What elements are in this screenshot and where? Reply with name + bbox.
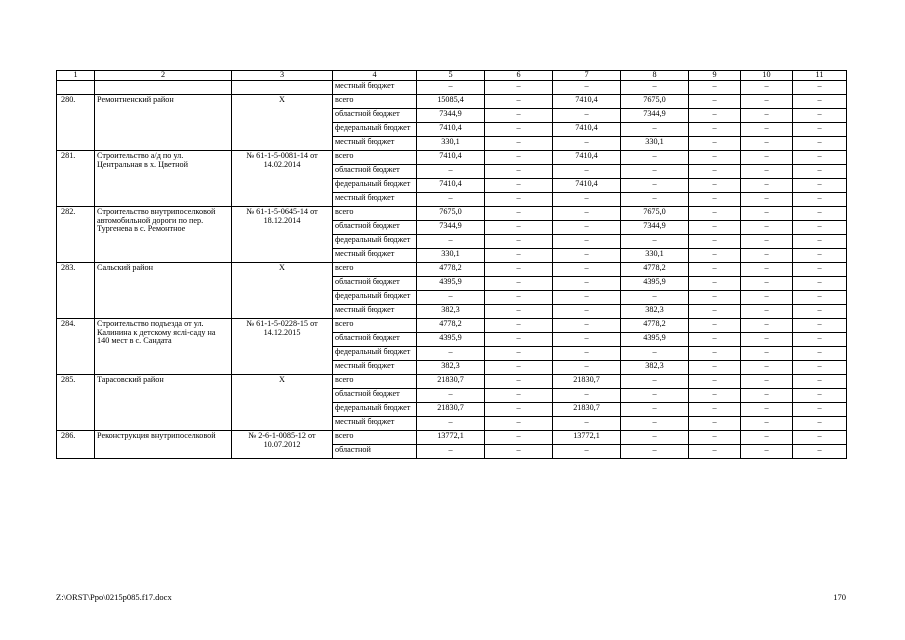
value-cell: –: [689, 249, 741, 263]
value-cell: –: [485, 165, 553, 179]
value-cell: –: [741, 431, 793, 445]
value-cell: –: [741, 81, 793, 95]
value-cell: 13772,1: [553, 431, 621, 445]
value-cell: –: [485, 95, 553, 109]
value-cell: –: [793, 81, 847, 95]
value-cell: –: [621, 165, 689, 179]
value-cell: –: [485, 291, 553, 305]
value-cell: –: [417, 81, 485, 95]
funding-source: областной бюджет: [333, 389, 417, 403]
value-cell: –: [689, 277, 741, 291]
value-cell: –: [793, 445, 847, 459]
column-number: 11: [793, 71, 847, 81]
value-cell: –: [621, 81, 689, 95]
value-cell: –: [689, 221, 741, 235]
value-cell: –: [689, 417, 741, 431]
value-cell: 382,3: [417, 305, 485, 319]
value-cell: –: [485, 305, 553, 319]
value-cell: 330,1: [417, 249, 485, 263]
value-cell: –: [741, 319, 793, 333]
value-cell: –: [793, 151, 847, 165]
value-cell: –: [553, 137, 621, 151]
value-cell: –: [553, 319, 621, 333]
value-cell: –: [621, 431, 689, 445]
funding-source: местный бюджет: [333, 81, 417, 95]
value-cell: –: [689, 375, 741, 389]
value-cell: –: [793, 431, 847, 445]
value-cell: 7344,9: [621, 221, 689, 235]
value-cell: –: [793, 165, 847, 179]
value-cell: –: [485, 403, 553, 417]
value-cell: 7410,4: [553, 151, 621, 165]
value-cell: –: [793, 137, 847, 151]
value-cell: –: [793, 361, 847, 375]
value-cell: 7410,4: [553, 95, 621, 109]
value-cell: –: [553, 389, 621, 403]
value-cell: –: [793, 263, 847, 277]
value-cell: 4778,2: [621, 319, 689, 333]
value-cell: –: [793, 319, 847, 333]
item-document: № 61-1-5-0228-15 от 14.12.2015: [232, 319, 333, 375]
value-cell: –: [553, 445, 621, 459]
item-document: № 61-1-5-0081-14 от 14.02.2014: [232, 151, 333, 207]
funding-source: местный бюджет: [333, 137, 417, 151]
value-cell: –: [793, 347, 847, 361]
item-document: [232, 81, 333, 95]
value-cell: –: [741, 277, 793, 291]
item-document: Х: [232, 375, 333, 431]
value-cell: –: [689, 347, 741, 361]
item-name: Реконструкция внутрипоселковой: [95, 431, 232, 459]
item-name: Ремонтненский район: [95, 95, 232, 151]
value-cell: –: [553, 207, 621, 221]
value-cell: –: [485, 235, 553, 249]
value-cell: –: [621, 291, 689, 305]
value-cell: –: [741, 347, 793, 361]
value-cell: 7344,9: [417, 221, 485, 235]
value-cell: –: [417, 193, 485, 207]
value-cell: –: [793, 389, 847, 403]
table-row: [57, 95, 847, 109]
value-cell: –: [793, 333, 847, 347]
value-cell: –: [793, 123, 847, 137]
value-cell: 4395,9: [417, 277, 485, 291]
value-cell: 330,1: [621, 249, 689, 263]
value-cell: 7410,4: [417, 123, 485, 137]
value-cell: –: [741, 137, 793, 151]
value-cell: –: [553, 165, 621, 179]
funding-source: федеральный бюджет: [333, 403, 417, 417]
table-row: [57, 263, 847, 277]
value-cell: 382,3: [621, 361, 689, 375]
value-cell: –: [741, 165, 793, 179]
value-cell: –: [553, 81, 621, 95]
funding-source: местный бюджет: [333, 361, 417, 375]
value-cell: –: [689, 361, 741, 375]
value-cell: –: [485, 263, 553, 277]
table-row: [57, 207, 847, 221]
value-cell: –: [485, 109, 553, 123]
value-cell: –: [741, 375, 793, 389]
value-cell: –: [689, 445, 741, 459]
item-number: 280.: [57, 95, 95, 151]
value-cell: –: [553, 291, 621, 305]
value-cell: –: [621, 193, 689, 207]
value-cell: –: [689, 123, 741, 137]
value-cell: –: [485, 389, 553, 403]
value-cell: –: [417, 291, 485, 305]
value-cell: –: [793, 95, 847, 109]
funding-source: местный бюджет: [333, 193, 417, 207]
funding-source: областной бюджет: [333, 165, 417, 179]
value-cell: 4395,9: [417, 333, 485, 347]
value-cell: –: [621, 403, 689, 417]
table-row: [57, 319, 847, 333]
value-cell: 21830,7: [553, 375, 621, 389]
value-cell: –: [417, 165, 485, 179]
funding-source: областной бюджет: [333, 333, 417, 347]
item-number: [57, 81, 95, 95]
value-cell: –: [689, 193, 741, 207]
value-cell: –: [485, 207, 553, 221]
value-cell: –: [485, 431, 553, 445]
column-number: 9: [689, 71, 741, 81]
funding-source: всего: [333, 95, 417, 109]
value-cell: –: [741, 263, 793, 277]
item-number: 281.: [57, 151, 95, 207]
value-cell: –: [689, 179, 741, 193]
value-cell: –: [485, 277, 553, 291]
value-cell: –: [485, 375, 553, 389]
column-number: 10: [741, 71, 793, 81]
value-cell: –: [553, 193, 621, 207]
value-cell: 7675,0: [621, 95, 689, 109]
value-cell: 7410,4: [417, 151, 485, 165]
value-cell: –: [741, 333, 793, 347]
value-cell: 15085,4: [417, 95, 485, 109]
value-cell: –: [741, 123, 793, 137]
item-name: Строительство внутрипоселковой автомобильной дороги по пер. Тургенева в с. Ремонтное: [95, 207, 232, 263]
value-cell: –: [689, 431, 741, 445]
value-cell: –: [485, 221, 553, 235]
value-cell: 7344,9: [621, 109, 689, 123]
value-cell: –: [621, 445, 689, 459]
value-cell: –: [689, 403, 741, 417]
value-cell: –: [793, 109, 847, 123]
item-document: № 61-1-5-0645-14 от 18.12.2014: [232, 207, 333, 263]
value-cell: –: [485, 137, 553, 151]
value-cell: 13772,1: [417, 431, 485, 445]
value-cell: –: [553, 263, 621, 277]
value-cell: –: [485, 193, 553, 207]
value-cell: –: [553, 109, 621, 123]
value-cell: –: [485, 319, 553, 333]
value-cell: –: [741, 207, 793, 221]
value-cell: –: [417, 347, 485, 361]
item-number: 283.: [57, 263, 95, 319]
value-cell: –: [485, 333, 553, 347]
funding-source: федеральный бюджет: [333, 235, 417, 249]
page-number: 170: [833, 592, 846, 602]
value-cell: –: [793, 235, 847, 249]
value-cell: –: [417, 417, 485, 431]
value-cell: –: [485, 179, 553, 193]
value-cell: 4395,9: [621, 277, 689, 291]
funding-source: федеральный бюджет: [333, 179, 417, 193]
value-cell: –: [553, 361, 621, 375]
value-cell: –: [485, 81, 553, 95]
value-cell: –: [793, 179, 847, 193]
value-cell: –: [689, 151, 741, 165]
funding-source: всего: [333, 207, 417, 221]
item-number: 282.: [57, 207, 95, 263]
value-cell: –: [741, 361, 793, 375]
column-number: 6: [485, 71, 553, 81]
value-cell: 21830,7: [417, 375, 485, 389]
funding-source: местный бюджет: [333, 417, 417, 431]
value-cell: 382,3: [621, 305, 689, 319]
value-cell: 330,1: [621, 137, 689, 151]
value-cell: 7675,0: [417, 207, 485, 221]
value-cell: –: [485, 151, 553, 165]
value-cell: –: [485, 347, 553, 361]
column-number: 4: [333, 71, 417, 81]
column-number: 8: [621, 71, 689, 81]
item-name: Строительство а/д по ул. Центральная в х. Цветной: [95, 151, 232, 207]
value-cell: –: [621, 389, 689, 403]
value-cell: –: [553, 347, 621, 361]
value-cell: –: [741, 221, 793, 235]
value-cell: –: [689, 81, 741, 95]
value-cell: –: [621, 235, 689, 249]
column-number: 7: [553, 71, 621, 81]
value-cell: 330,1: [417, 137, 485, 151]
funding-source: всего: [333, 319, 417, 333]
budget-table: [56, 70, 847, 459]
value-cell: –: [741, 193, 793, 207]
value-cell: –: [689, 235, 741, 249]
column-number: 1: [57, 71, 95, 81]
value-cell: –: [621, 151, 689, 165]
value-cell: –: [793, 291, 847, 305]
value-cell: –: [553, 333, 621, 347]
column-number: 2: [95, 71, 232, 81]
value-cell: –: [741, 389, 793, 403]
funding-source: всего: [333, 431, 417, 445]
value-cell: –: [689, 95, 741, 109]
value-cell: –: [689, 389, 741, 403]
value-cell: –: [553, 305, 621, 319]
value-cell: –: [793, 221, 847, 235]
value-cell: –: [689, 305, 741, 319]
value-cell: 4778,2: [417, 319, 485, 333]
item-number: 285.: [57, 375, 95, 431]
value-cell: –: [689, 263, 741, 277]
column-number: 3: [232, 71, 333, 81]
value-cell: –: [689, 291, 741, 305]
item-document: Х: [232, 95, 333, 151]
value-cell: –: [793, 305, 847, 319]
value-cell: –: [553, 221, 621, 235]
value-cell: –: [553, 249, 621, 263]
value-cell: 4395,9: [621, 333, 689, 347]
value-cell: –: [553, 277, 621, 291]
funding-source: федеральный бюджет: [333, 123, 417, 137]
item-number: 284.: [57, 319, 95, 375]
item-document: № 2-6-1-0085-12 от 10.07.2012: [232, 431, 333, 459]
funding-source: местный бюджет: [333, 249, 417, 263]
funding-source: федеральный бюджет: [333, 291, 417, 305]
value-cell: –: [741, 291, 793, 305]
value-cell: –: [553, 235, 621, 249]
funding-source: местный бюджет: [333, 305, 417, 319]
value-cell: –: [621, 375, 689, 389]
funding-source: всего: [333, 375, 417, 389]
value-cell: 4778,2: [417, 263, 485, 277]
funding-source: федеральный бюджет: [333, 347, 417, 361]
value-cell: –: [689, 109, 741, 123]
value-cell: –: [741, 249, 793, 263]
value-cell: 7410,4: [417, 179, 485, 193]
table-body: [57, 71, 847, 459]
value-cell: –: [793, 417, 847, 431]
funding-source: всего: [333, 263, 417, 277]
table-row: [57, 81, 847, 95]
footer-file-path: Z:\ORST\Ppo\0215p085.f17.docx: [56, 592, 172, 602]
value-cell: –: [741, 95, 793, 109]
value-cell: –: [689, 207, 741, 221]
value-cell: –: [485, 417, 553, 431]
value-cell: –: [485, 361, 553, 375]
value-cell: –: [689, 165, 741, 179]
column-number: 5: [417, 71, 485, 81]
value-cell: –: [417, 389, 485, 403]
funding-source: областной бюджет: [333, 221, 417, 235]
value-cell: –: [621, 123, 689, 137]
value-cell: 7344,9: [417, 109, 485, 123]
value-cell: –: [417, 235, 485, 249]
funding-source: областной бюджет: [333, 109, 417, 123]
value-cell: –: [689, 319, 741, 333]
value-cell: 7410,4: [553, 179, 621, 193]
table-row: [57, 431, 847, 445]
value-cell: –: [741, 235, 793, 249]
value-cell: –: [689, 333, 741, 347]
value-cell: 21830,7: [553, 403, 621, 417]
column-number-row: [57, 71, 847, 81]
value-cell: –: [741, 417, 793, 431]
value-cell: –: [689, 137, 741, 151]
item-name: Строительство подъезда от ул. Калинина к детскому яслі-саду на 140 мест в с. Сандата: [95, 319, 232, 375]
value-cell: –: [793, 207, 847, 221]
value-cell: 7410,4: [553, 123, 621, 137]
value-cell: –: [621, 179, 689, 193]
value-cell: –: [621, 417, 689, 431]
value-cell: –: [621, 347, 689, 361]
funding-source: областной бюджет: [333, 277, 417, 291]
item-document: Х: [232, 263, 333, 319]
value-cell: –: [417, 445, 485, 459]
funding-source: всего: [333, 151, 417, 165]
value-cell: –: [793, 249, 847, 263]
value-cell: 7675,0: [621, 207, 689, 221]
value-cell: –: [741, 403, 793, 417]
value-cell: –: [553, 417, 621, 431]
item-name: Сальский район: [95, 263, 232, 319]
value-cell: –: [741, 445, 793, 459]
value-cell: 4778,2: [621, 263, 689, 277]
funding-source: областной: [333, 445, 417, 459]
item-name: Тарасовский район: [95, 375, 232, 431]
value-cell: –: [793, 403, 847, 417]
value-cell: –: [485, 249, 553, 263]
item-name: [95, 81, 232, 95]
value-cell: –: [741, 305, 793, 319]
value-cell: –: [741, 109, 793, 123]
value-cell: –: [741, 151, 793, 165]
value-cell: –: [741, 179, 793, 193]
value-cell: –: [793, 375, 847, 389]
value-cell: –: [793, 277, 847, 291]
value-cell: 21830,7: [417, 403, 485, 417]
item-number: 286.: [57, 431, 95, 459]
table-row: [57, 151, 847, 165]
value-cell: –: [485, 445, 553, 459]
value-cell: 382,3: [417, 361, 485, 375]
value-cell: –: [793, 193, 847, 207]
table-row: [57, 375, 847, 389]
value-cell: –: [485, 123, 553, 137]
